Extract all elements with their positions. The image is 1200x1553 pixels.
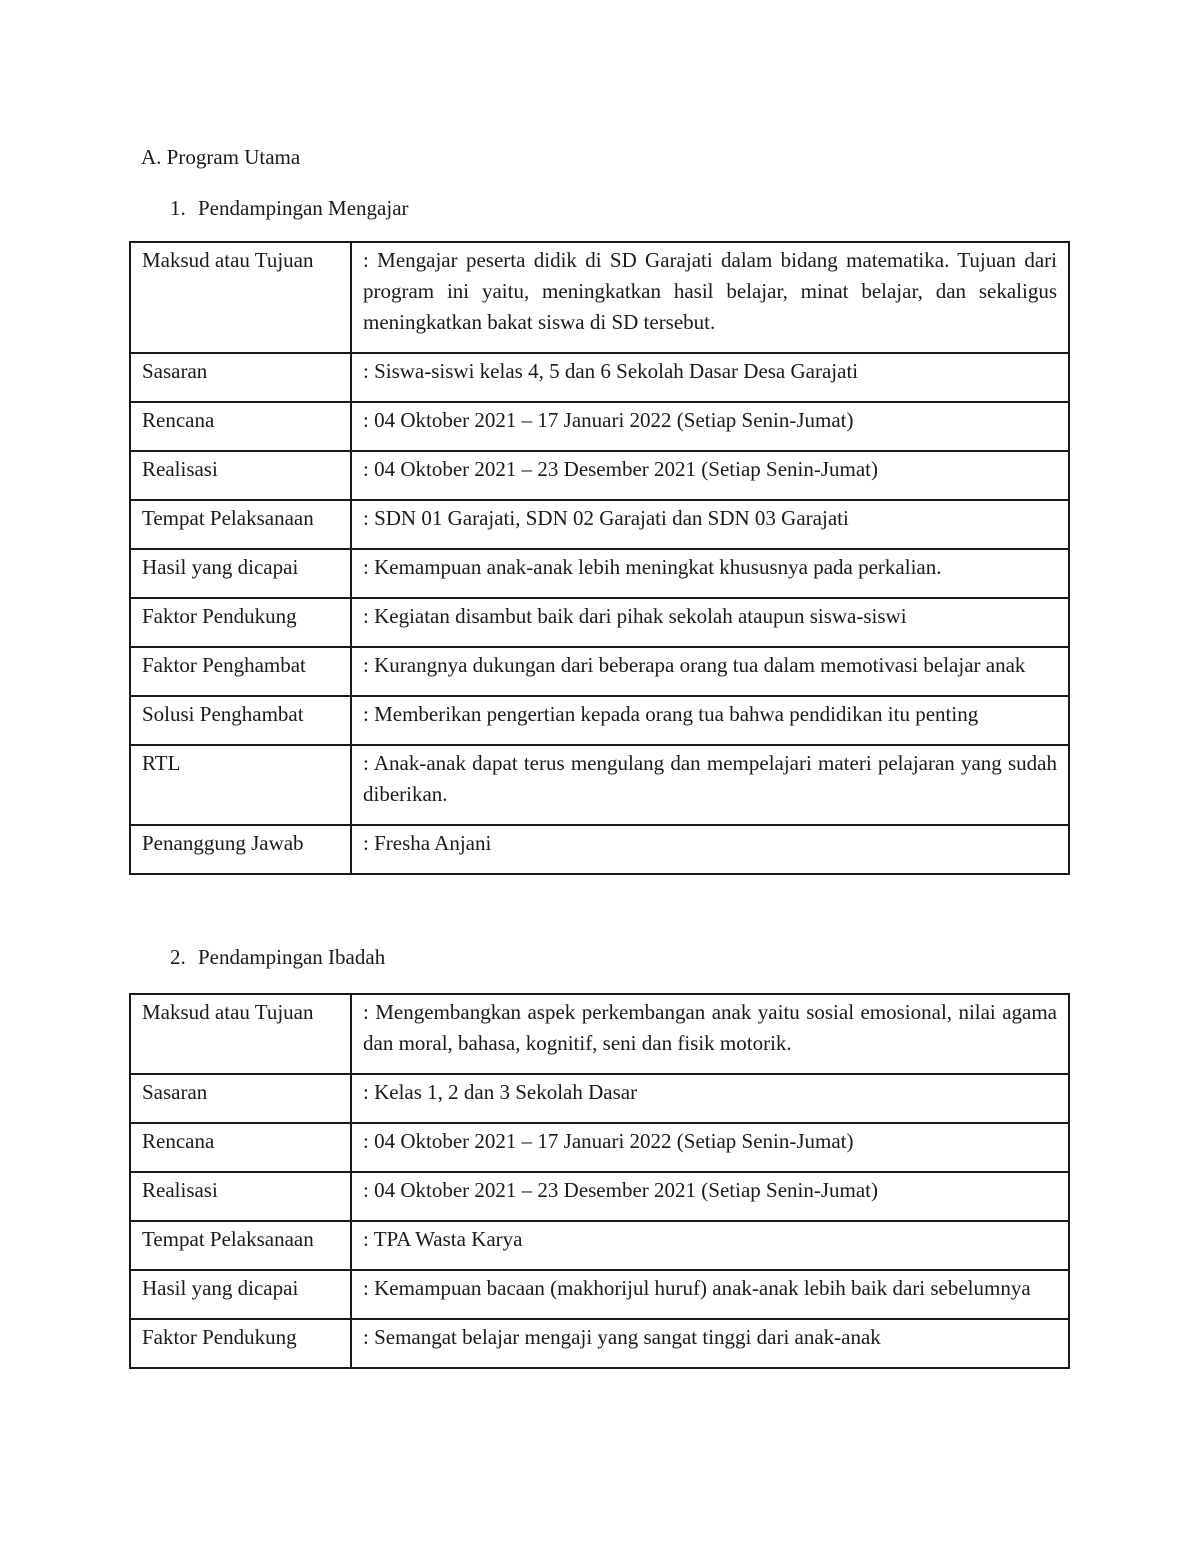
table-row [130,549,1069,598]
table-row [130,825,1069,874]
row-label: Realisasi [130,451,351,500]
table-row [130,1172,1069,1221]
row-value: : Kegiatan disambut baik dari pihak sekolah ataupun siswa-siswi [351,598,1069,647]
row-value: : SDN 01 Garajati, SDN 02 Garajati dan SDN 03 Garajati [351,500,1069,549]
row-label: Maksud atau Tujuan [130,242,351,353]
table-row [130,242,1069,353]
row-value: : Mengajar peserta didik di SD Garajati dalam bidang matematika. Tujuan dari program ini yaitu, meningkatkan hasil belajar, minat belajar, dan sekaligus meningkatkan bakat siswa di SD tersebut. [351,242,1069,353]
row-value: : Semangat belajar mengaji yang sangat tinggi dari anak-anak [351,1319,1069,1368]
row-label: Tempat Pelaksanaan [130,1221,351,1270]
row-label: Tempat Pelaksanaan [130,500,351,549]
row-label: Solusi Penghambat [130,696,351,745]
table-row [130,1270,1069,1319]
row-value: : 04 Oktober 2021 – 23 Desember 2021 (Setiap Senin-Jumat) [351,1172,1069,1221]
row-label: RTL [130,745,351,825]
row-label: Sasaran [130,353,351,402]
row-label: Rencana [130,1123,351,1172]
row-value: : Kemampuan anak-anak lebih meningkat khususnya pada perkalian. [351,549,1069,598]
row-value: : Memberikan pengertian kepada orang tua bahwa pendidikan itu penting [351,696,1069,745]
table-row [130,1221,1069,1270]
program-heading [170,193,409,224]
table-row [130,1123,1069,1172]
row-label: Rencana [130,402,351,451]
table-row [130,745,1069,825]
table-row [130,598,1069,647]
row-value: : Kemampuan bacaan (makhorijul huruf) anak-anak lebih baik dari sebelumnya [351,1270,1069,1319]
row-value: : Mengembangkan aspek perkembangan anak yaitu sosial emosional, nilai agama dan moral, bahasa, kognitif, seni dan fisik motorik. [351,994,1069,1074]
row-label: Faktor Pendukung [130,598,351,647]
table-row [130,994,1069,1074]
row-label: Hasil yang dicapai [130,549,351,598]
row-label: Maksud atau Tujuan [130,994,351,1074]
table-row [130,353,1069,402]
table-row [130,500,1069,549]
program-table-ibadah [129,993,1070,1369]
program-table-mengajar [129,241,1070,875]
row-value: : 04 Oktober 2021 – 17 Januari 2022 (Setiap Senin-Jumat) [351,1123,1069,1172]
row-value: : Fresha Anjani [351,825,1069,874]
table-row [130,1319,1069,1368]
row-value: : Kelas 1, 2 dan 3 Sekolah Dasar [351,1074,1069,1123]
row-label: Penanggung Jawab [130,825,351,874]
program-title: Pendampingan Mengajar [198,196,409,220]
row-label: Realisasi [130,1172,351,1221]
program-number: 2. [170,945,186,969]
table-row [130,1074,1069,1123]
row-label: Faktor Pendukung [130,1319,351,1368]
row-label: Sasaran [130,1074,351,1123]
section-heading: A. Program Utama [141,145,301,169]
table-row [130,402,1069,451]
row-value: : Anak-anak dapat terus mengulang dan mempelajari materi pelajaran yang sudah diberikan. [351,745,1069,825]
row-label: Faktor Penghambat [130,647,351,696]
row-value: : Kurangnya dukungan dari beberapa orang tua dalam memotivasi belajar anak [351,647,1069,696]
program-number: 1. [170,196,186,220]
table-row [130,696,1069,745]
row-value: : TPA Wasta Karya [351,1221,1069,1270]
row-value: : 04 Oktober 2021 – 23 Desember 2021 (Setiap Senin-Jumat) [351,451,1069,500]
table-row [130,647,1069,696]
table-row [130,451,1069,500]
row-value: : 04 Oktober 2021 – 17 Januari 2022 (Setiap Senin-Jumat) [351,402,1069,451]
program-title: Pendampingan Ibadah [198,945,386,969]
row-label: Hasil yang dicapai [130,1270,351,1319]
program-heading [170,942,385,973]
row-value: : Siswa-siswi kelas 4, 5 dan 6 Sekolah Dasar Desa Garajati [351,353,1069,402]
